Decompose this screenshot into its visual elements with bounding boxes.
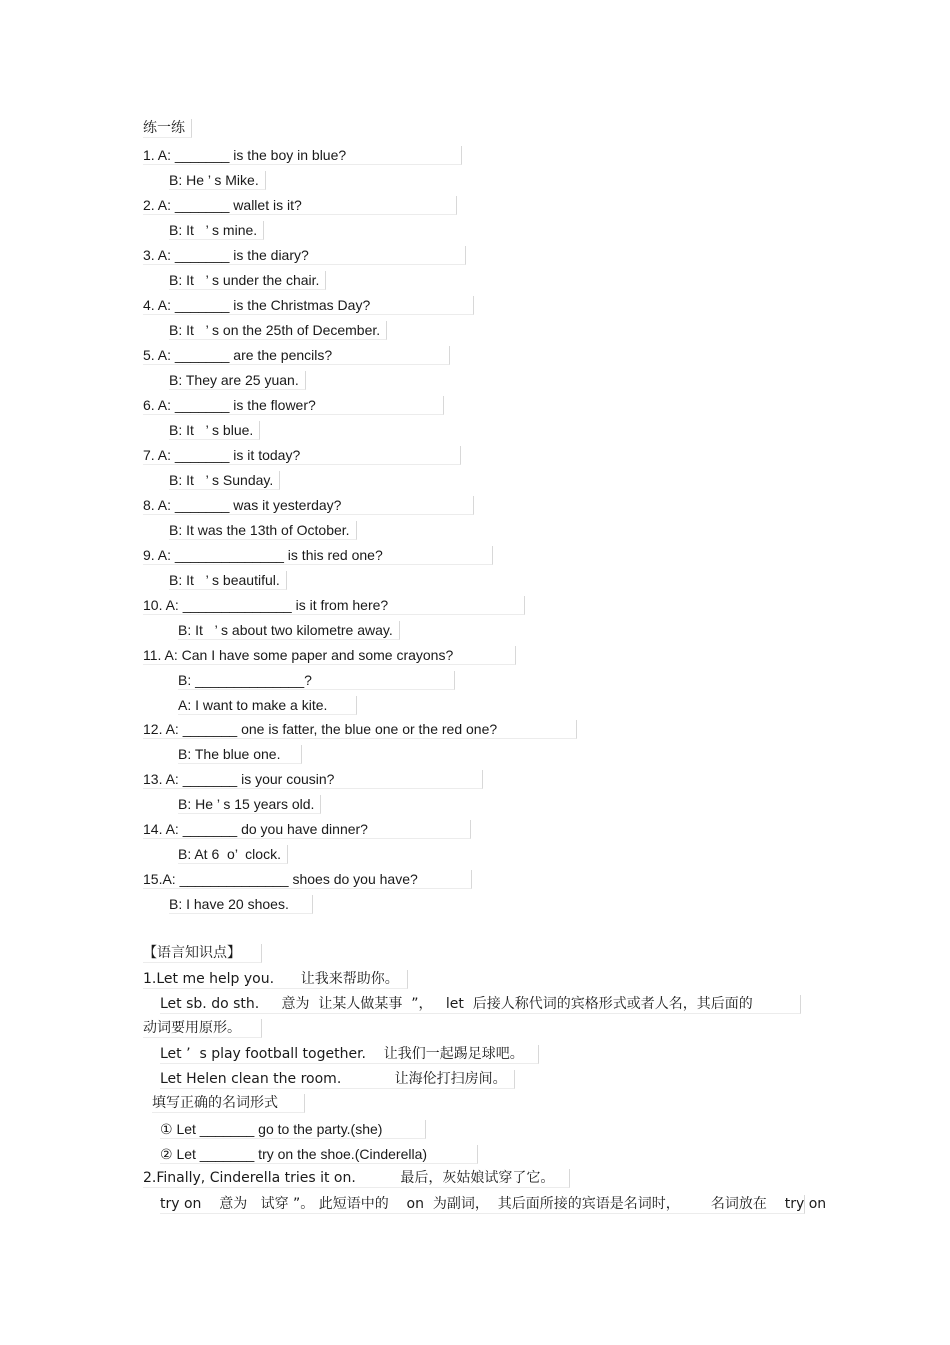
knowledge-1-note: Let sb. do sth. 意为 让某人做某事 ”， let 后接人称代词的宾格形式或者人名，其后面的 [160, 995, 801, 1014]
exercise-15-answer: B: I have 20 shoes. [169, 895, 313, 914]
practice-heading: 练一练 [143, 119, 192, 138]
knowledge-1-title: 1.Let me help you. 让我来帮助你。 [143, 970, 408, 989]
exercise-14-answer: B: At 6 o’ clock. [178, 845, 288, 864]
knowledge-2-note: try on 意为 试穿 ”。 此短语中的 on 为副词， 其后面所接的宾语是名词时， 名词放在 try on [160, 1196, 827, 1212]
exercise-11-question: 11. A: Can I have some paper and some crayons? [143, 646, 516, 665]
knowledge-1-question-2: ② Let _______ try on the shoe.(Cinderella) [160, 1145, 478, 1164]
knowledge-1-note-cont: 动词要用原形。 [143, 1019, 262, 1038]
exercise-1-question: 1. A: _______ is the boy in blue? [143, 146, 462, 165]
exercise-12-question: 12. A: _______ one is fatter, the blue one or the red one? [143, 720, 577, 739]
exercise-6-question: 6. A: _______ is the flower? [143, 396, 444, 415]
exercise-4-answer: B: It ’ s on the 25th of December. [169, 321, 387, 340]
knowledge-1-task: 填写正确的名词形式 [152, 1094, 305, 1113]
knowledge-heading: 【语言知识点】 [143, 944, 262, 963]
exercise-5-answer: B: They are 25 yuan. [169, 371, 306, 390]
exercise-1-answer: B: He ’ s Mike. [169, 171, 266, 190]
exercise-12-answer: B: The blue one. [178, 745, 302, 764]
exercise-15-question: 15.A: ______________ shoes do you have? [143, 870, 472, 889]
exercise-10-question: 10. A: ______________ is it from here? [143, 596, 525, 615]
exercise-4-question: 4. A: _______ is the Christmas Day? [143, 296, 474, 315]
knowledge-1-question-1: ① Let _______ go to the party.(she) [160, 1120, 426, 1139]
exercise-9-answer: B: It ’ s beautiful. [169, 571, 287, 590]
exercise-8-answer: B: It was the 13th of October. [169, 521, 357, 540]
exercise-11-answer: B: ______________? [178, 671, 455, 690]
exercise-9-question: 9. A: ______________ is this red one? [143, 546, 493, 565]
exercise-14-question: 14. A: _______ do you have dinner? [143, 820, 471, 839]
exercise-6-answer: B: It ’ s blue. [169, 421, 260, 440]
exercise-5-question: 5. A: _______ are the pencils? [143, 346, 450, 365]
exercise-2-answer: B: It ’ s mine. [169, 221, 264, 240]
exercise-13-question: 13. A: _______ is your cousin? [143, 770, 483, 789]
exercise-7-answer: B: It ’ s Sunday. [169, 471, 280, 490]
knowledge-1-example-1: Let ’ s play football together. 让我们一起踢足球吧。 [160, 1045, 539, 1064]
knowledge-2-title: 2.Finally, Cinderella tries it on. 最后，灰姑娘试穿了它。 [143, 1169, 570, 1188]
knowledge-1-example-2: Let Helen clean the room. 让海伦打扫房间。 [160, 1070, 515, 1089]
exercise-11-reply: A: I want to make a kite. [178, 696, 357, 715]
exercise-3-answer: B: It ’ s under the chair. [169, 271, 326, 290]
exercise-3-question: 3. A: _______ is the diary? [143, 246, 466, 265]
exercise-13-answer: B: He ’ s 15 years old. [178, 795, 321, 814]
exercise-7-question: 7. A: _______ is it today? [143, 446, 461, 465]
exercise-2-question: 2. A: _______ wallet is it? [143, 196, 457, 215]
exercise-10-answer: B: It ’ s about two kilometre away. [178, 621, 400, 640]
exercise-8-question: 8. A: _______ was it yesterday? [143, 496, 474, 515]
